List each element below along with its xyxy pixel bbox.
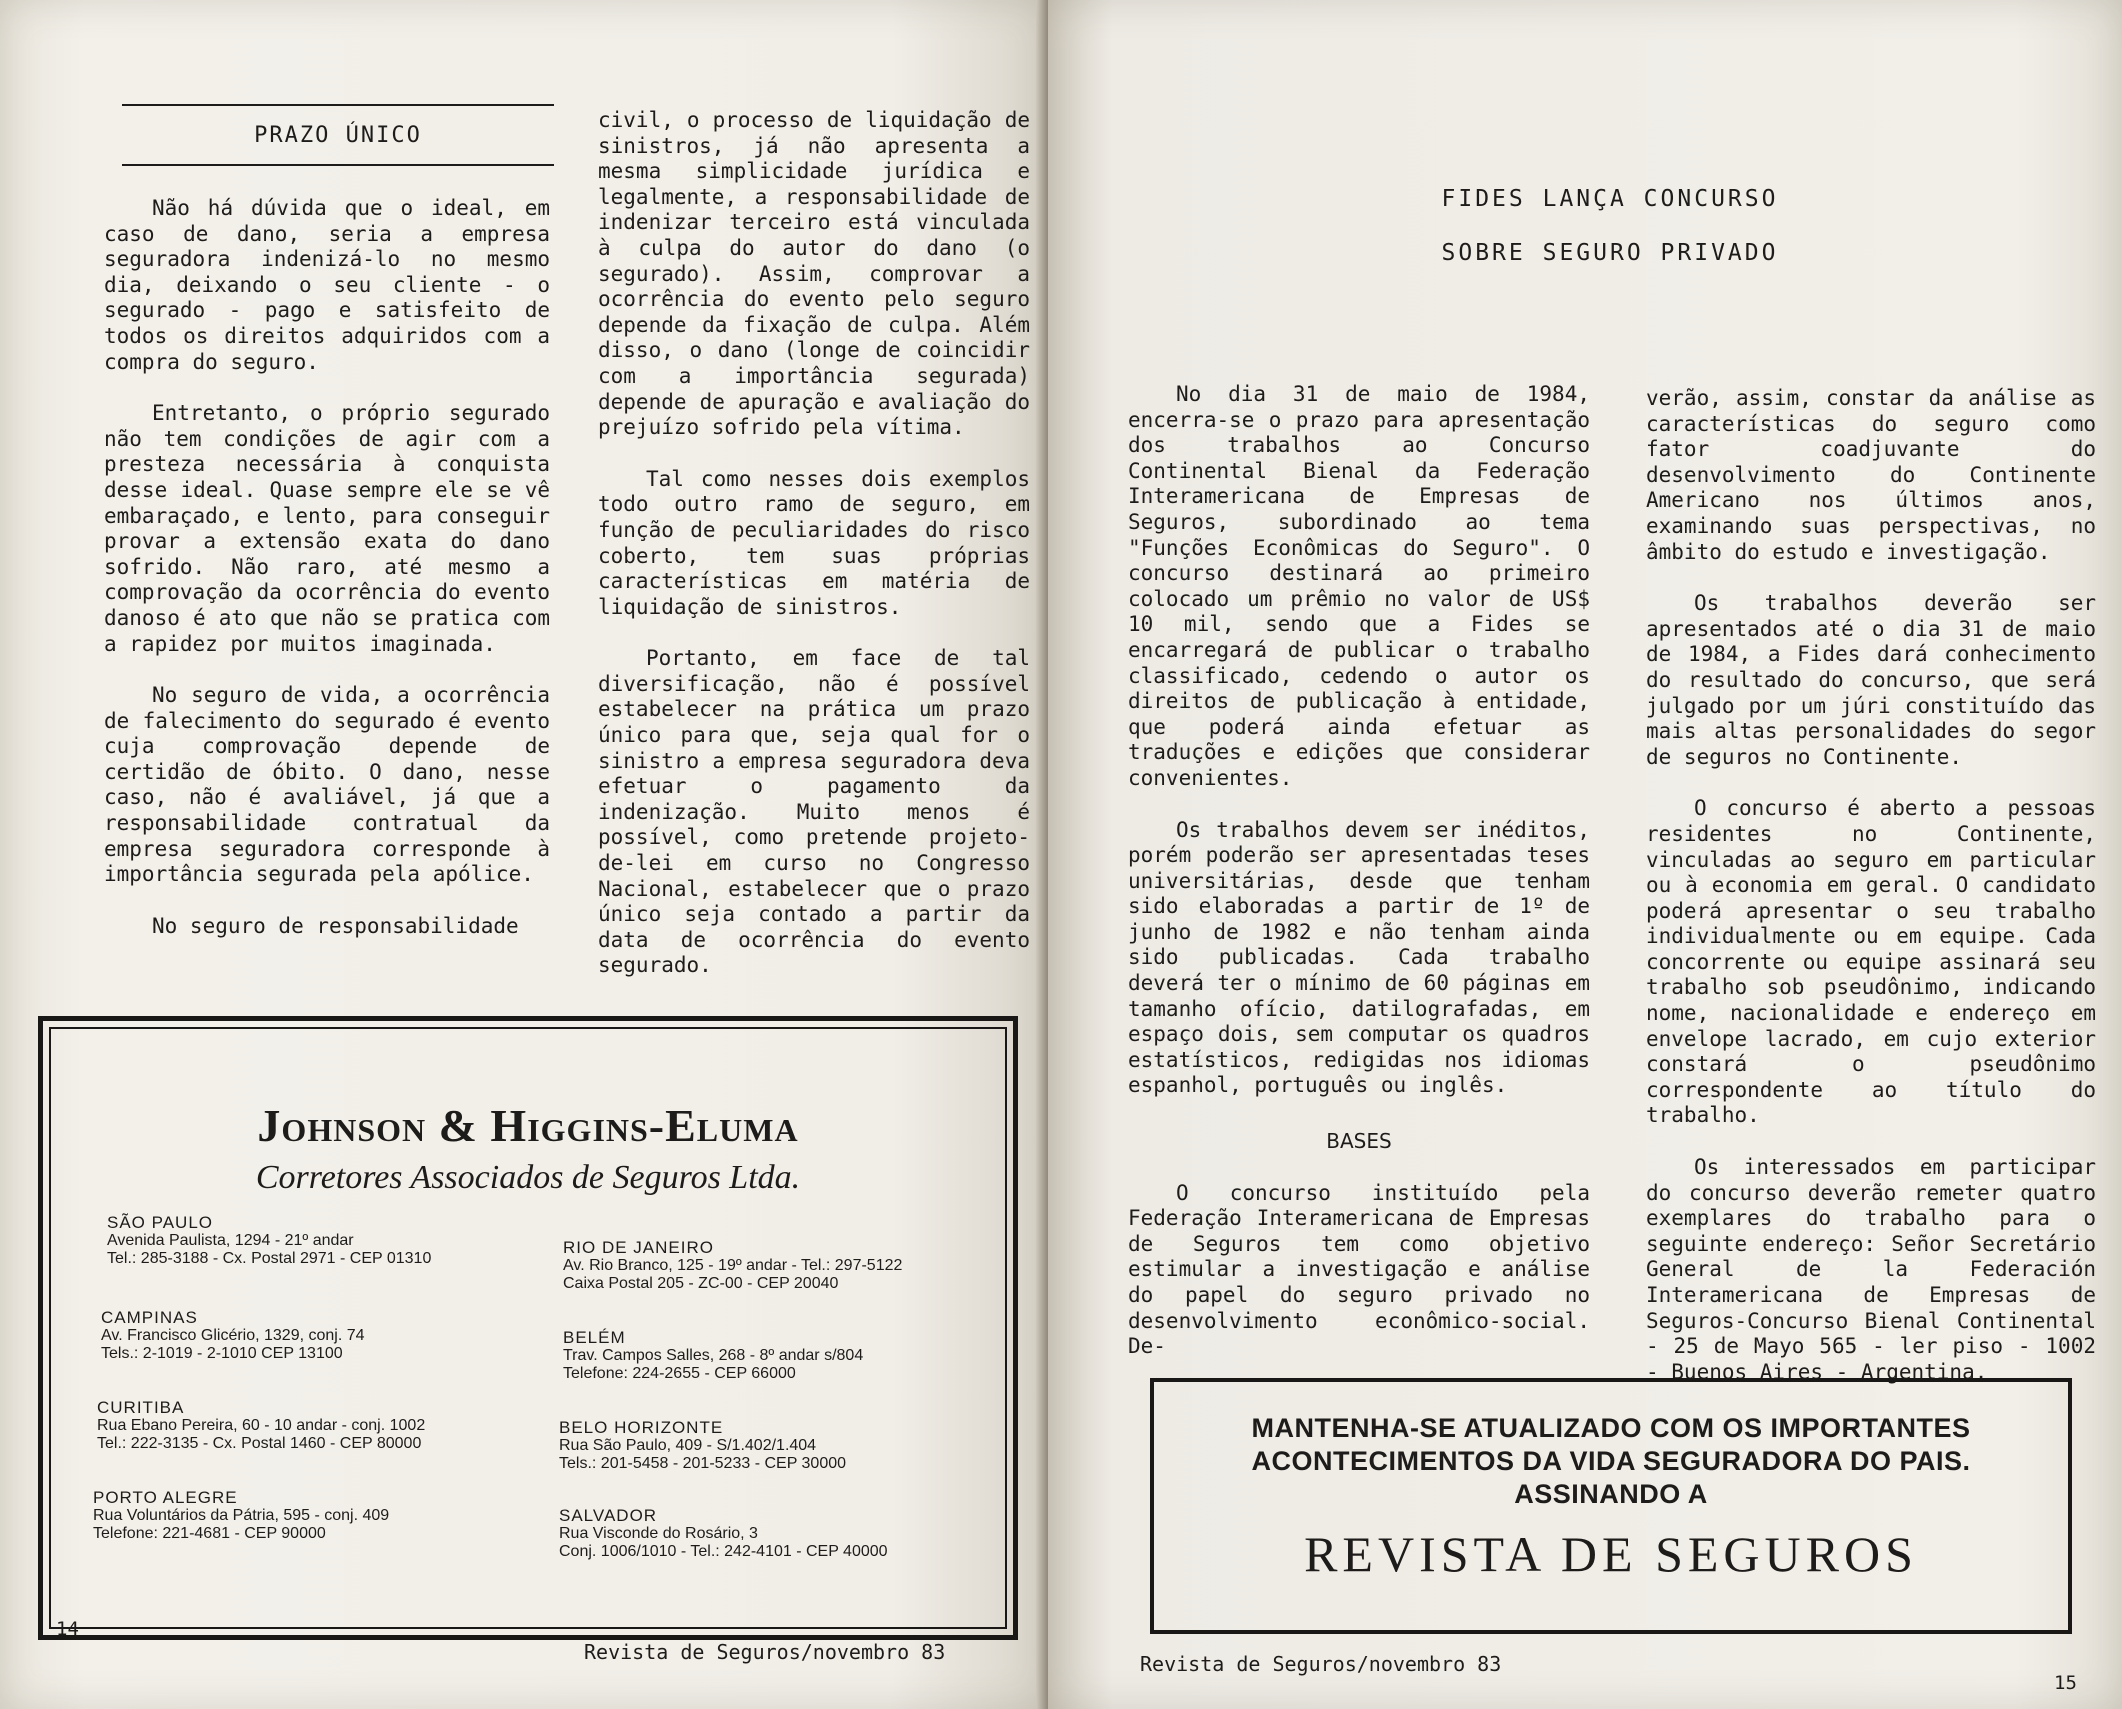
paragraph: No dia 31 de maio de 1984, encerra-se o prazo para apresentação dos trabalhos ao Concurso Continental Bienal da Federação Interamericana de Empresas de Seguros, subordinado ao tema "Funções Econômicas do Seguro". O concurso destinará ao primeiro colocado um prêmio no valor de US$ 10 mil, sendo que a Fides se encarregará de publicar o trabalho classificado, cedendo o autor os direitos de publicação à entidade, que poderá ainda efetuar as traduções e edições que considerar convenientes. xyxy=(1128,382,1590,790)
office-city: BELO HORIZONTE xyxy=(559,1418,724,1437)
office-campinas xyxy=(101,1309,365,1363)
ad-text-line: ASSINANDO A xyxy=(1514,1479,1708,1509)
office-address: Rua Voluntários da Pátria, 595 - conj. 409 xyxy=(93,1507,390,1524)
office-city: CAMPINAS xyxy=(101,1308,198,1327)
paragraph: O concurso instituído pela Federação Interamericana de Empresas de Seguros tem como objetivo estimular a investigação e análise do papel do seguro privado no desenvolvimento econômico-social. De- xyxy=(1128,1180,1590,1359)
johnson-higgins-advertisement xyxy=(38,1016,1018,1640)
office-city: BELÉM xyxy=(563,1328,626,1347)
section-title: PRAZO ÚNICO xyxy=(254,123,422,148)
article-column-2 xyxy=(1646,386,2096,1411)
ad-text-line: ACONTECIMENTOS DA VIDA SEGURADORA DO PAIS. xyxy=(1251,1446,1971,1476)
office-address: Trav. Campos Salles, 268 - 8º andar s/804 xyxy=(563,1347,864,1364)
office-contact: Conj. 1006/1010 - Tel.: 242-4101 - CEP 40000 xyxy=(559,1543,888,1560)
page-footer: Revista de Seguros/novembro 83 xyxy=(1140,1652,1502,1676)
office-contact: Telefone: 221-4681 - CEP 90000 xyxy=(93,1525,326,1542)
paragraph: O concurso é aberto a pessoas residentes no Continente, vinculadas ao seguro em particular ou à economia em geral. O candidato poderá apresentar o seu trabalho individualmente ou em equipe. Cada concorrente ou equipe assinará seu trabalho sob pseudônimo, indicando nome, nacionalidade e endereço em envelope lacrado, em cujo exterior constará o pseudônimo correspondente ao título do trabalho. xyxy=(1646,796,2096,1128)
office-contact: Tels.: 201-5458 - 201-5233 - CEP 30000 xyxy=(559,1455,847,1472)
office-belem xyxy=(563,1329,863,1383)
paragraph: civil, o processo de liquidação de sinistros, já não apresenta a mesma simplicidade jurídica e legalmente, a responsabilidade de indenizar terceiro está vinculada à culpa do autor do dano (o segurado). Assim, comprovar a ocorrência do evento pelo seguro depende da fixação de culpa. Além disso, o dano (longe de coincidir com a importância segurada) depende de apuração e avaliação do prejuízo sofrido pela vítima. xyxy=(598,108,1030,440)
office-address: Av. Rio Branco, 125 - 19º andar - Tel.: 297-5122 xyxy=(563,1257,903,1274)
paragraph: Os interessados em participar do concurso deverão remeter quatro exemplares do trabalho para o seguinte endereço: Señor Secretário General de la Federación Interamericana de Empresas de Seguros-Concurso Bienal Continental - 25 de Mayo 565 - ler piso - 1002 - Buenos Aires - Argentina. xyxy=(1646,1155,2096,1384)
left-page xyxy=(0,0,1048,1709)
title-rule-bottom xyxy=(122,164,554,166)
paragraph: Portanto, em face de tal diversificação, não é possível estabelecer na prática um prazo único para que, seja qual for o sinistro a empresa seguradora deva efetuar o pagamento da indenização. Muito menos é possível, como pretende projeto-de-lei em curso no Congresso Nacional, estabelecer que o prazo único seja contado a partir da data de ocorrência do evento segurado. xyxy=(598,646,1030,978)
office-city: CURITIBA xyxy=(97,1398,185,1417)
ad-inner-frame xyxy=(49,1027,1007,1629)
article-column-1 xyxy=(104,196,550,965)
page-number: 14 xyxy=(56,1618,79,1640)
company-name: Johnson & Higgins-Eluma xyxy=(257,1100,799,1151)
section-title-block xyxy=(122,104,554,166)
office-salvador xyxy=(559,1507,888,1561)
paragraph: Os trabalhos devem ser inéditos, porém poderão ser apresentadas teses universitárias, desde que tenham sido elaboradas a partir de 1º de junho de 1982 e não tenham ainda sido publicadas. Cada trabalho deverá ter o mínimo de 60 páginas em tamanho ofício, datilografadas, em espaço dois, sem computar os quadros estatísticos, redigidas nos idiomas espanhol, português ou inglês. xyxy=(1128,817,1590,1098)
section-heading: BASES xyxy=(1326,1129,1392,1154)
ad-text-line: MANTENHA-SE ATUALIZADO COM OS IMPORTANTES xyxy=(1251,1413,1971,1443)
office-curitiba xyxy=(97,1399,425,1453)
office-contact: Tel.: 285-3188 - Cx. Postal 2971 - CEP 01310 xyxy=(107,1250,432,1267)
page-number: 15 xyxy=(2054,1672,2077,1694)
magazine-title: REVISTA DE SEGUROS xyxy=(1304,1526,1918,1582)
paragraph: No seguro de responsabilidade xyxy=(152,913,519,938)
office-address: Av. Francisco Glicério, 1329, conj. 74 xyxy=(101,1327,365,1344)
article-column-1 xyxy=(1128,382,1590,1386)
office-belo-horizonte xyxy=(559,1419,846,1473)
paragraph: verão, assim, constar da análise as características do seguro como fator coadjuvante do desenvolvimento do Continente Americano nos últimos anos, examinando suas perspectivas, no âmbito do estudo e investigação. xyxy=(1646,386,2096,564)
office-sao-paulo xyxy=(107,1214,431,1268)
paragraph: No seguro de vida, a ocorrência de falecimento do segurado é evento cuja comprovação depende de certidão de óbito. O dano, nesse caso, não é avaliável, já que a responsabilidade contratual da empresa seguradora corresponde à importância segurada pela apólice. xyxy=(104,683,550,887)
office-address: Rua Ebano Pereira, 60 - 10 andar - conj. 1002 xyxy=(97,1417,426,1434)
office-address: Rua São Paulo, 409 - S/1.402/1.404 xyxy=(559,1437,817,1454)
office-contact: Tels.: 2-1019 - 2-1010 CEP 13100 xyxy=(101,1345,343,1362)
office-contact: Caixa Postal 205 - ZC-00 - CEP 20040 xyxy=(563,1275,839,1292)
paragraph: Entretanto, o próprio segurado não tem condições de agir com a presteza necessária à conquista desse ideal. Quase sempre ele se vê embaraçado, e lento, para conseguir provar a extensão exata do dano sofrido. Não raro, até mesmo a comprovação da ocorrência do evento danoso é ato que não se pratica com a rapidez por muitos imaginada. xyxy=(104,401,550,656)
company-tagline: Corretores Associados de Seguros Ltda. xyxy=(255,1159,801,1196)
office-city: SALVADOR xyxy=(559,1506,658,1525)
office-contact: Tel.: 222-3135 - Cx. Postal 1460 - CEP 80000 xyxy=(97,1435,422,1452)
page-footer: Revista de Seguros/novembro 83 xyxy=(584,1640,946,1664)
office-rio-de-janeiro xyxy=(563,1239,902,1293)
article-title-line: FIDES LANÇA CONCURSO xyxy=(1441,186,1779,212)
revista-subscription-advertisement xyxy=(1150,1378,2072,1634)
office-address: Avenida Paulista, 1294 - 21º andar xyxy=(107,1232,354,1249)
paragraph: Não há dúvida que o ideal, em caso de dano, seria a empresa seguradora indenizá-lo no mesmo dia, deixando o seu cliente - o segurado - pago e satisfeito de todos os direitos adquiridos com a compra do seguro. xyxy=(104,196,550,374)
office-porto-alegre xyxy=(93,1489,389,1543)
office-city: PORTO ALEGRE xyxy=(93,1488,238,1507)
article-column-2 xyxy=(598,108,1030,1005)
article-title-line: SOBRE SEGURO PRIVADO xyxy=(1441,240,1779,266)
office-city: RIO DE JANEIRO xyxy=(563,1238,714,1257)
paragraph: Os trabalhos deverão ser apresentados até o dia 31 de maio de 1984, a Fides dará conhecimento do resultado do concurso, que será julgado por um júri constituído das mais altas personalidades do segor de seguros no Continente. xyxy=(1646,591,2096,769)
paragraph: Tal como nesses dois exemplos todo outro ramo de seguro, em função de peculiaridades do risco coberto, tem suas próprias características em matéria de liquidação de sinistros. xyxy=(598,466,1030,619)
office-city: SÃO PAULO xyxy=(107,1213,213,1232)
office-address: Rua Visconde do Rosário, 3 xyxy=(559,1525,758,1542)
office-contact: Telefone: 224-2655 - CEP 66000 xyxy=(563,1365,796,1382)
article-title xyxy=(1400,172,1820,280)
